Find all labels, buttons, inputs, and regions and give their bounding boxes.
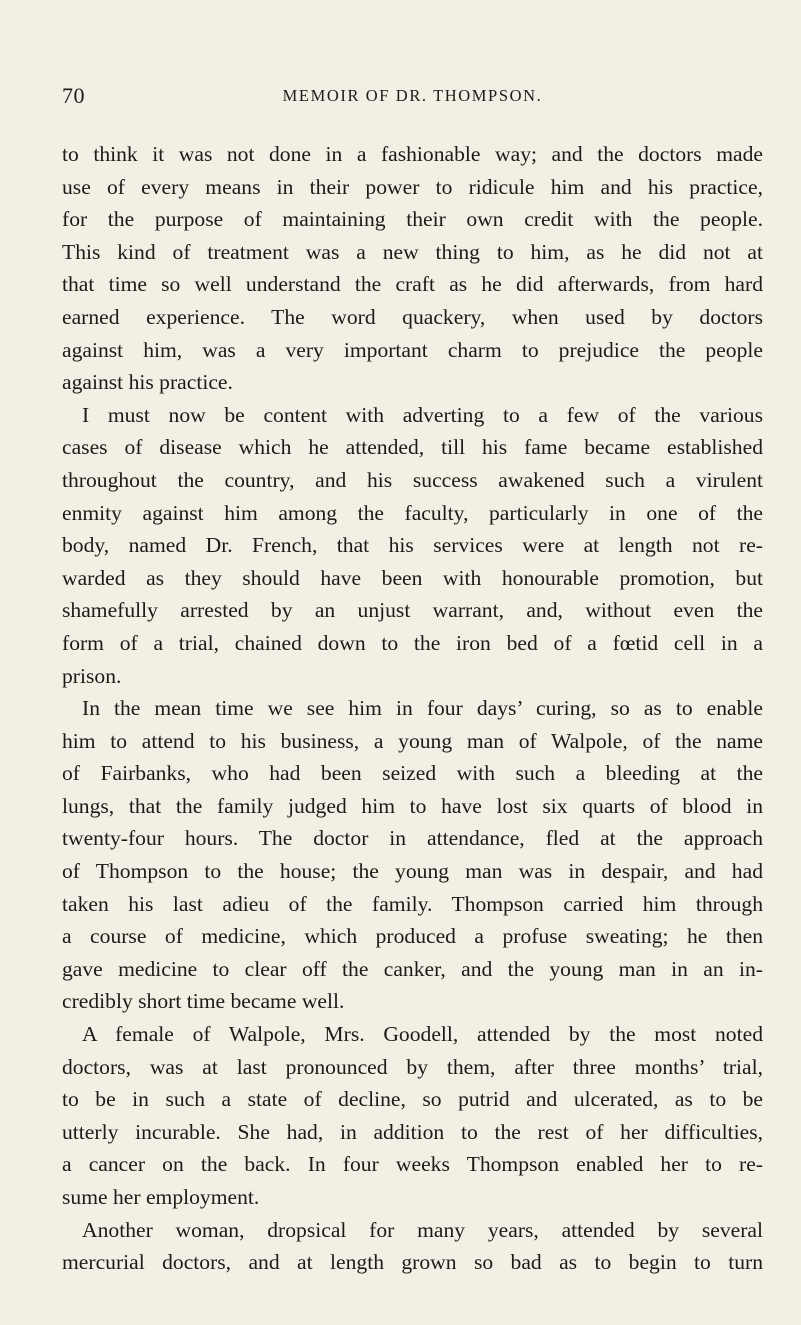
text-line: against his practice.	[62, 370, 233, 395]
text-line: lungs, that the family judged him to have lost six quarts of blood in	[62, 793, 763, 818]
text-line: This kind of treatment was a new thing to him, as he did not at	[62, 239, 763, 264]
running-title: MEMOIR OF DR. THOMPSON.	[282, 86, 543, 105]
text-line: twenty-four hours. The doctor in attendance, fled at the approach	[62, 826, 763, 851]
text-line: sume her employment.	[62, 1185, 260, 1209]
text-line: In the mean time we see him in four days’ curing, so as to enable	[82, 696, 763, 721]
text-line: Another woman, dropsical for many years, attended by several	[82, 1217, 763, 1242]
text-line: to be in such a state of decline, so putrid and ulcerated, as to be	[62, 1087, 763, 1112]
text-line: against him, was a very important charm to prejudice the people	[62, 337, 763, 362]
page-number: 70	[62, 83, 85, 108]
text-line: A female of Walpole, Mrs. Goodell, attended by the most noted	[82, 1022, 763, 1047]
text-line: prison.	[62, 663, 122, 688]
text-line: a cancer on the back. In four weeks Thompson enabled her to re-	[62, 1152, 763, 1177]
text-line: a course of medicine, which produced a profuse sweating; he then	[62, 924, 763, 949]
text-line: utterly incurable. She had, in addition to the rest of her difficulties,	[62, 1119, 763, 1144]
text-line: warded as they should have been with honourable promotion, but	[62, 565, 763, 590]
text-line: of Thompson to the house; the young man was in despair, and had	[62, 859, 763, 884]
text-line: of Fairbanks, who had been seized with such a bleeding at the	[62, 761, 763, 786]
text-line: form of a trial, chained down to the iron bed of a fœtid cell in a	[62, 630, 763, 655]
running-head	[62, 83, 763, 113]
text-line: cases of disease which he attended, till his fame became established	[62, 435, 763, 460]
text-line: I must now be content with adverting to a few of the various	[82, 402, 763, 427]
text-line: shamefully arrested by an unjust warrant, and, without even the	[62, 598, 763, 623]
text-line: mercurial doctors, and at length grown so bad as to begin to turn	[62, 1250, 763, 1275]
text-line: use of every means in their power to ridicule him and his practice,	[62, 174, 763, 199]
text-line: enmity against him among the faculty, particularly in one of the	[62, 500, 763, 525]
text-line: doctors, was at last pronounced by them, after three months’ trial,	[62, 1054, 763, 1079]
text-line: gave medicine to clear off the canker, and the young man in an in-	[62, 956, 763, 981]
text-line: body, named Dr. French, that his services were at length not re-	[62, 533, 763, 558]
text-line: for the purpose of maintaining their own credit with the people.	[62, 207, 763, 232]
text-line: throughout the country, and his success awakened such a virulent	[62, 467, 763, 492]
text-line: credibly short time became well.	[62, 989, 345, 1014]
text-line: him to attend to his business, a young man of Walpole, of the name	[62, 728, 763, 753]
text-line: earned experience. The word quackery, when used by doctors	[62, 304, 763, 329]
text-line: to think it was not done in a fashionable way; and the doctors made	[62, 142, 763, 166]
body-text	[62, 138, 763, 1279]
text-line: that time so well understand the craft as he did afterwards, from hard	[62, 272, 763, 297]
text-line: taken his last adieu of the family. Thompson carried him through	[62, 891, 763, 916]
